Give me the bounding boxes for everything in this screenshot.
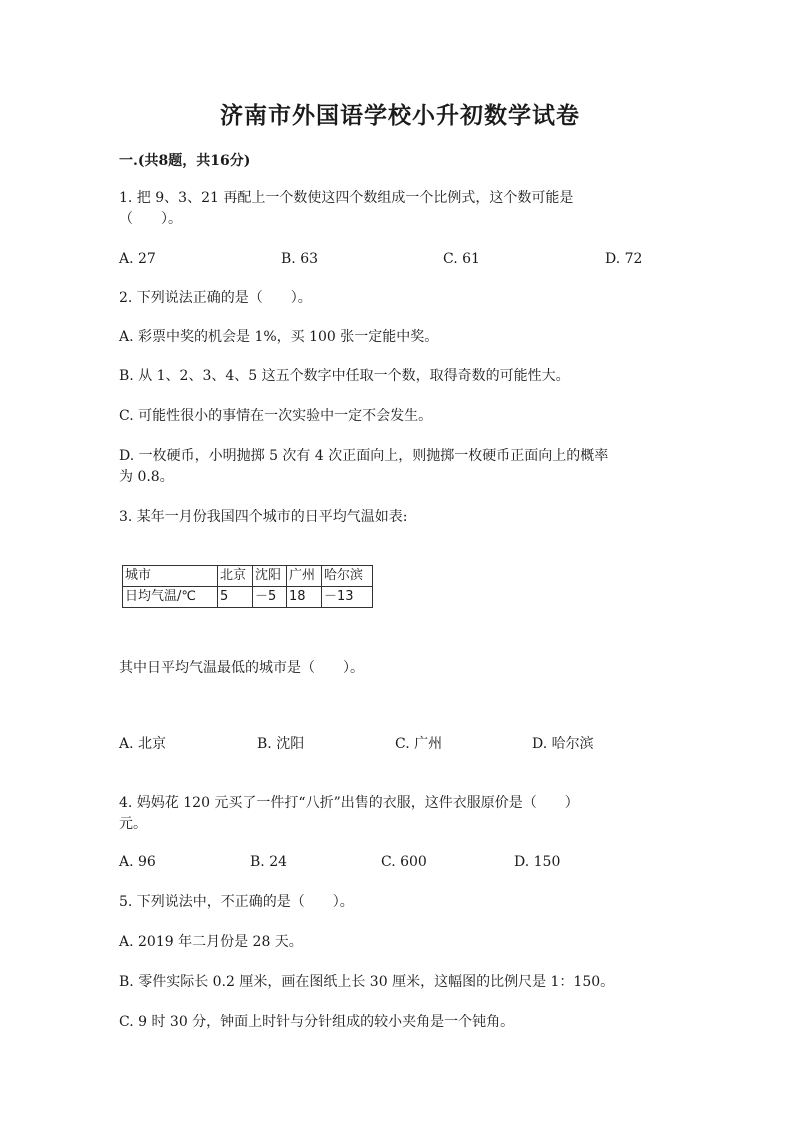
question-4-text: 4. 妈妈花 120 元买了一件打“八折”出售的衣服，这件衣服原价是（ ） xyxy=(119,795,579,811)
table-cell: 北京 xyxy=(218,566,253,587)
table-cell: －13 xyxy=(322,587,373,608)
question-3-option-d: D. 哈尔滨 xyxy=(532,736,594,752)
question-4-option-c: C. 600 xyxy=(381,854,427,870)
question-1-option-b: B. 63 xyxy=(281,251,319,267)
table-cell: 广州 xyxy=(287,566,322,587)
question-2-option-a: A. 彩票中奖的机会是 1%，买 100 张一定能中奖。 xyxy=(119,329,439,345)
question-4-option-d: D. 150 xyxy=(514,854,561,870)
question-2-option-b: B. 从 1、2、3、4、5 这五个数字中任取一个数，取得奇数的可能性大。 xyxy=(119,368,570,384)
table-cell: 18 xyxy=(287,587,322,608)
temperature-table xyxy=(122,565,373,608)
page-title: 济南市外国语学校小升初数学试卷 xyxy=(220,102,580,129)
question-3-option-a: A. 北京 xyxy=(119,736,167,752)
question-2-option-c: C. 可能性很小的事情在一次实验中一定不会发生。 xyxy=(119,408,433,424)
question-2-option-d: D. 一枚硬币，小明抛掷 5 次有 4 次正面向上，则抛掷一枚硬币正面向上的概率 xyxy=(119,448,609,464)
question-5-option-a: A. 2019 年二月份是 28 天。 xyxy=(119,934,303,950)
table-cell: －5 xyxy=(253,587,287,608)
table-cell: 哈尔滨 xyxy=(322,566,373,587)
table-cell: 沈阳 xyxy=(253,566,287,587)
question-1-text-cont: （ ）。 xyxy=(119,211,182,227)
question-3-text: 3. 某年一月份我国四个城市的日平均气温如表: xyxy=(119,509,408,525)
question-4-option-a: A. 96 xyxy=(119,854,156,870)
table-header-row xyxy=(123,566,373,587)
table-row xyxy=(123,587,373,608)
question-1-option-d: D. 72 xyxy=(605,251,643,267)
question-3-option-c: C. 广州 xyxy=(395,736,443,752)
question-5-option-b: B. 零件实际长 0.2 厘米，画在图纸上长 30 厘米，这幅图的比例尺是 1：150。 xyxy=(119,974,615,990)
question-4-option-b: B. 24 xyxy=(250,854,288,870)
question-4-text-cont: 元。 xyxy=(119,816,147,832)
question-2-option-d-cont: 为 0.8。 xyxy=(119,469,174,485)
question-1-option-c: C. 61 xyxy=(443,251,480,267)
question-1-option-a: A. 27 xyxy=(119,251,156,267)
table-cell: 日均气温/℃ xyxy=(123,587,218,608)
section-heading: 一.(共8题，共16分) xyxy=(119,153,251,169)
question-2-text: 2. 下列说法正确的是（ ）。 xyxy=(119,290,312,306)
question-3-followup: 其中日平均气温最低的城市是（ ）。 xyxy=(119,660,364,676)
table-cell: 5 xyxy=(218,587,253,608)
question-5-option-c: C. 9 时 30 分，钟面上时针与分针组成的较小夹角是一个钝角。 xyxy=(119,1014,515,1030)
question-1-text: 1. 把 9、3、21 再配上一个数使这四个数组成一个比例式，这个数可能是 xyxy=(119,190,574,206)
table-cell: 城市 xyxy=(123,566,218,587)
question-5-text: 5. 下列说法中，不正确的是（ ）。 xyxy=(119,894,354,910)
question-3-option-b: B. 沈阳 xyxy=(257,736,305,752)
